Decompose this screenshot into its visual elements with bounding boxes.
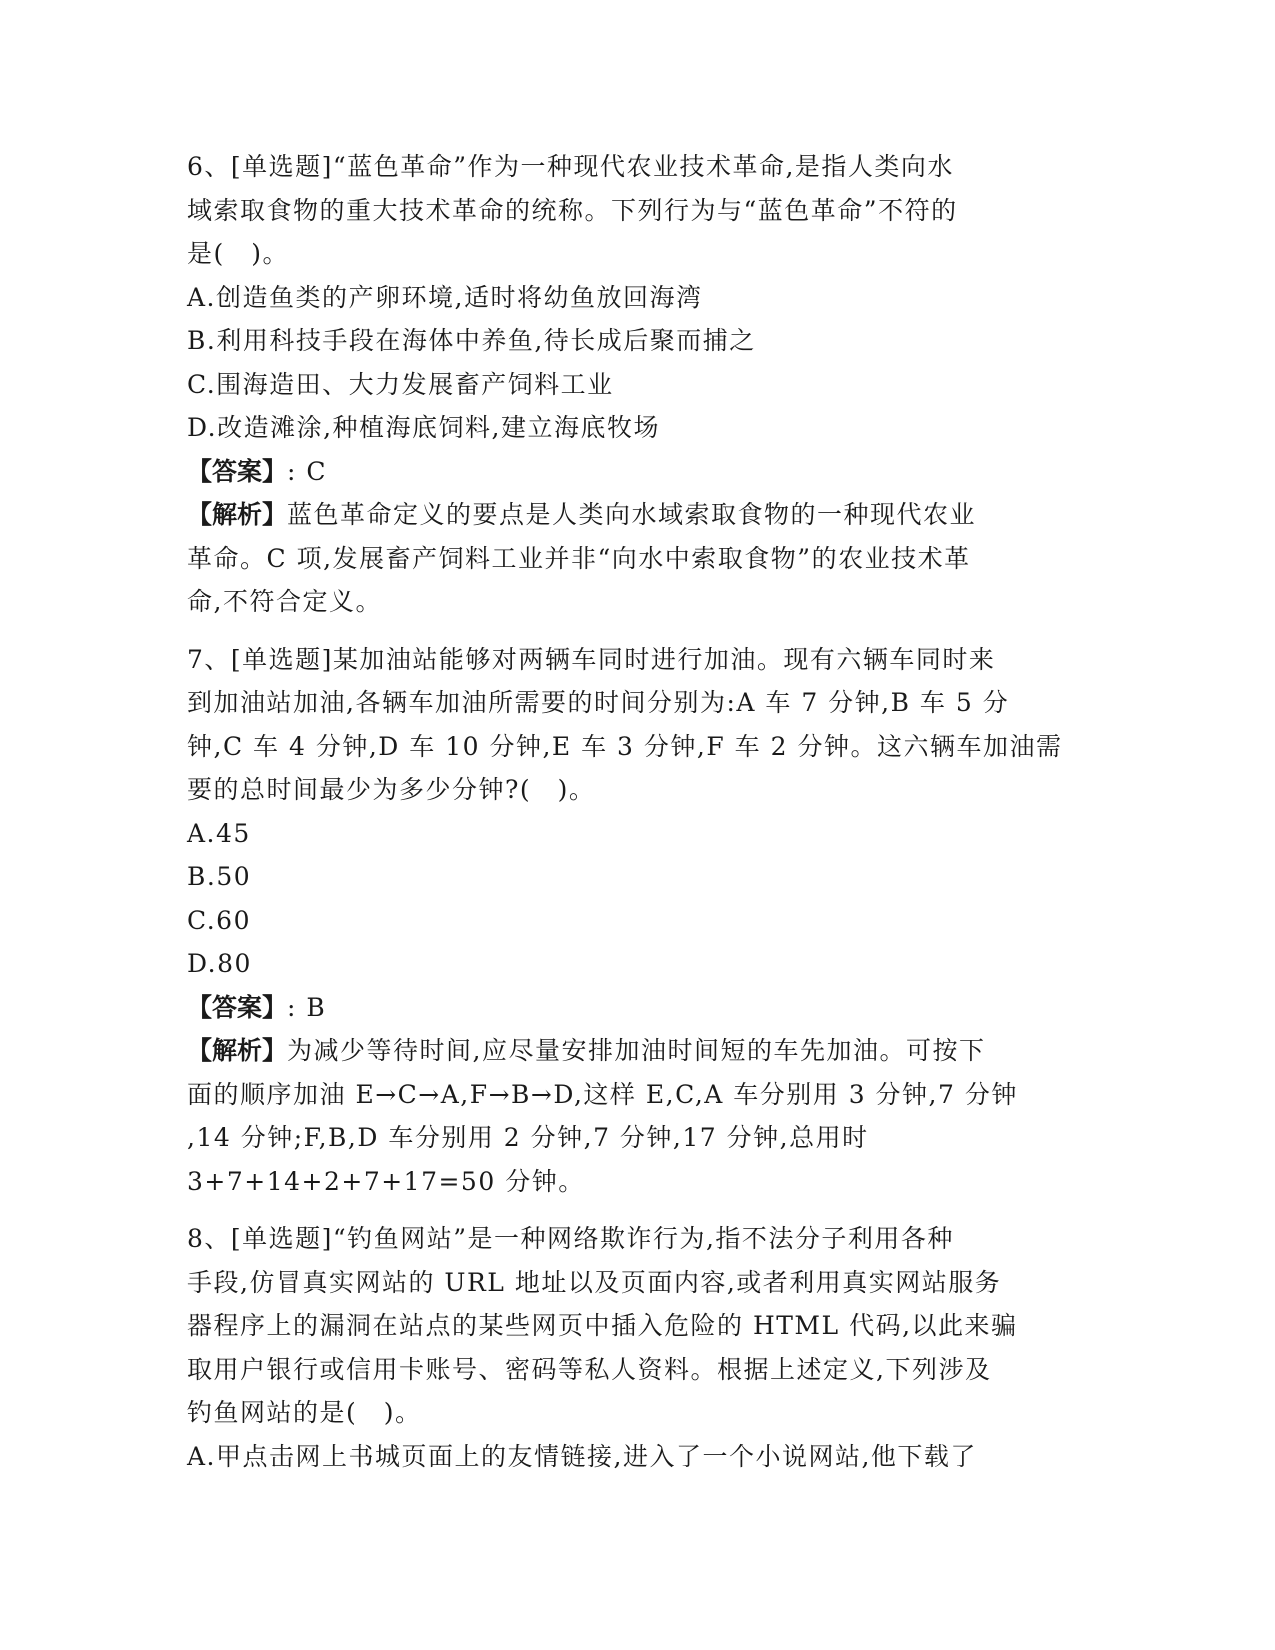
question-6 xyxy=(187,145,1087,624)
option-d: D.改造滩涂,种植海底饲料,建立海底牧场 xyxy=(187,413,660,442)
analysis-line: 面的顺序加油 E→C→A,F→B→D,这样 E,C,A 车分别用 3 分钟,7 分钟 xyxy=(187,1079,1018,1109)
question-stem-line: 钟,C 车 4 分钟,D 车 10 分钟,E 车 3 分钟,F 车 2 分钟。这六辆车加油需 xyxy=(187,731,1063,761)
analysis-text: 为减少等待时间,应尽量安排加油时间短的车先加油。可按下 xyxy=(287,1036,986,1065)
option-a: A.45 xyxy=(187,818,251,848)
option-d: D.80 xyxy=(187,949,252,978)
answer-label: 【答案】 xyxy=(187,992,288,1022)
answer-line xyxy=(187,986,1087,1030)
option-c: C.60 xyxy=(187,905,251,935)
analysis-line: ,14 分钟;F,B,D 车分别用 2 分钟,7 分钟,17 分钟,总用时 xyxy=(187,1123,869,1152)
question-stem-line: 7、[单选题]某加油站能够对两辆车同时进行加油。现有六辆车同时来 xyxy=(187,644,996,674)
analysis-label: 【解析】 xyxy=(187,500,288,529)
analysis-text: 蓝色革命定义的要点是人类向水域索取食物的一种现代农业 xyxy=(287,500,977,529)
analysis-line: 3+7+14+2+7+17=50 分钟。 xyxy=(187,1166,585,1196)
question-stem-line: 域索取食物的重大技术革命的统称。下列行为与“蓝色革命”不符的 xyxy=(187,195,958,225)
question-stem-line: 手段,仿冒真实网站的 URL 地址以及页面内容,或者利用真实网站服务 xyxy=(187,1267,1002,1297)
question-stem-line: 6、[单选题]“蓝色革命”作为一种现代农业技术革命,是指人类向水 xyxy=(187,152,954,181)
analysis-line: 革命。C 项,发展畜产饲料工业并非“向水中索取食物”的农业技术革 xyxy=(187,543,971,573)
question-stem-line: 8、[单选题]“钓鱼网站”是一种网络欺诈行为,指不法分子利用各种 xyxy=(187,1224,954,1253)
question-stem-line: 是( )。 xyxy=(187,239,290,268)
document-content xyxy=(187,145,1087,1478)
question-stem-line: 要的总时间最少为多少分钟?( )。 xyxy=(187,775,596,804)
option-b: B.50 xyxy=(187,862,252,891)
analysis-line xyxy=(187,493,1087,537)
answer-line xyxy=(187,450,1087,494)
analysis-line xyxy=(187,1029,1087,1073)
option-a: A.创造鱼类的产卵环境,适时将幼鱼放回海湾 xyxy=(187,282,703,312)
question-stem-line: 器程序上的漏洞在站点的某些网页中插入危险的 HTML 代码,以此来骗 xyxy=(187,1311,1018,1340)
option-b: B.利用科技手段在海体中养鱼,待长成后聚而捕之 xyxy=(187,326,756,355)
option-a: A.甲点击网上书城页面上的友情链接,进入了一个小说网站,他下载了 xyxy=(187,1441,977,1471)
question-7 xyxy=(187,638,1087,1204)
answer-label: 【答案】 xyxy=(187,456,288,486)
analysis-line: 命,不符合定义。 xyxy=(187,587,382,616)
answer-value: : B xyxy=(287,992,327,1022)
answer-value: : C xyxy=(287,456,328,486)
option-c: C.围海造田、大力发展畜产饲料工业 xyxy=(187,369,614,399)
analysis-label: 【解析】 xyxy=(187,1036,288,1065)
question-stem-line: 钓鱼网站的是( )。 xyxy=(187,1398,422,1427)
question-stem-line: 取用户银行或信用卡账号、密码等私人资料。根据上述定义,下列涉及 xyxy=(187,1354,992,1384)
question-stem-line: 到加油站加油,各辆车加油所需要的时间分别为:A 车 7 分钟,B 车 5 分 xyxy=(187,688,1010,717)
question-8 xyxy=(187,1217,1087,1478)
